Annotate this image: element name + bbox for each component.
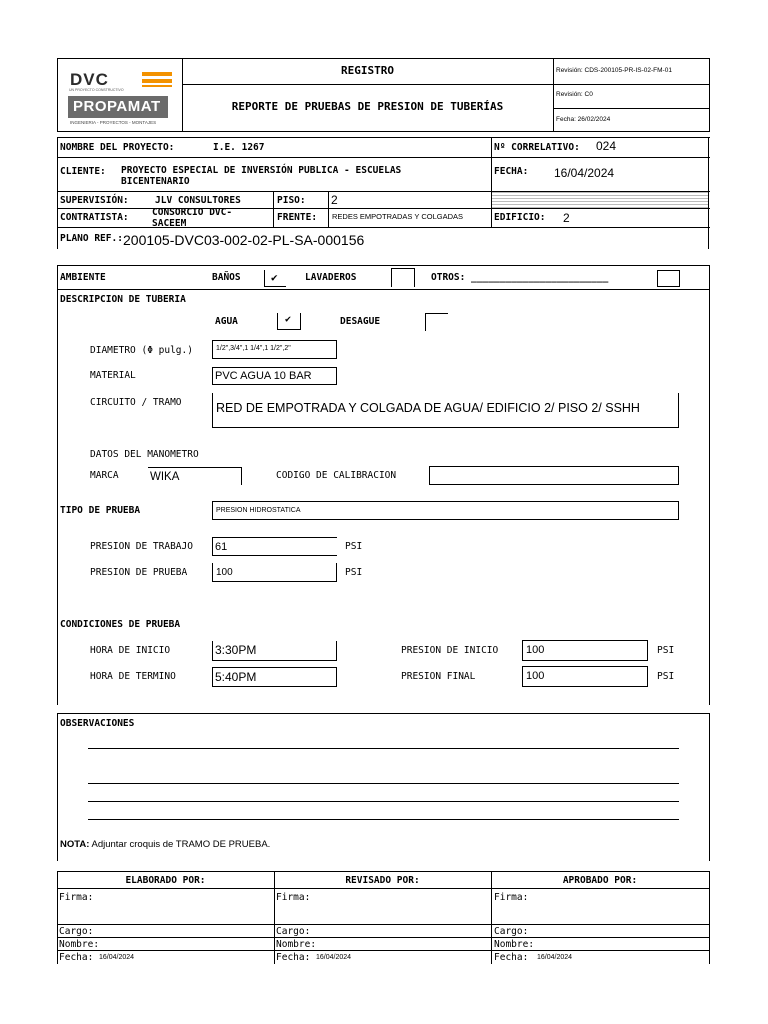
nombre-proyecto-label: NOMBRE DEL PROYECTO: [60, 142, 175, 153]
tipo-prueba-label: TIPO DE PRUEBA [60, 505, 141, 516]
cliente-value-line2: BICENTENARIO [121, 176, 190, 187]
banos-label: BAÑOS [212, 272, 241, 283]
cargo-label: Cargo: [494, 926, 529, 937]
fecha-label: Fecha: [59, 952, 94, 963]
circuito-value: RED DE EMPOTRADA Y COLGADA DE AGUA/ EDIFICIO 2/ PISO 2/ SSHH [216, 401, 640, 415]
psi-unit: PSI [345, 541, 363, 552]
edificio-value: 2 [563, 211, 570, 225]
propamat-logo-subtitle: INGENIERIA - PROYECTOS - MONTAJES [70, 120, 157, 125]
cliente-label: CLIENTE: [60, 166, 106, 177]
contratista-label: CONTRATISTA: [60, 212, 129, 223]
otros-label: OTROS: ________________________ [431, 272, 609, 283]
marca-value: WIKA [150, 471, 180, 483]
document-title: REPORTE DE PRUEBAS DE PRESION DE TUBERÍAS [231, 100, 504, 113]
fecha-value: 16/04/2024 [554, 166, 615, 180]
descripcion-tuberia-title: DESCRIPCION DE TUBERIA [60, 294, 186, 305]
revision-version: Revisión: C0 [556, 91, 593, 98]
dvc-logo-subtitle: UN PROYECTO CONSTRUCTIVO [69, 88, 124, 92]
lavaderos-checkbox[interactable] [391, 268, 415, 287]
desague-label: DESAGUE [340, 316, 381, 327]
plano-ref-value: 200105-DVC03-002-02-PL-SA-000156 [123, 232, 365, 248]
aprobado-por-header: APROBADO POR: [562, 875, 638, 886]
psi-unit: PSI [657, 671, 675, 682]
nota-text: Adjuntar croquis de TRAMO DE PRUEBA. [89, 839, 271, 850]
presion-prueba-field[interactable] [212, 563, 337, 582]
manometro-label: DATOS DEL MANOMETRO [90, 449, 199, 460]
nombre-label: Nombre: [59, 939, 100, 950]
agua-checkbox[interactable] [277, 313, 301, 330]
contratista-value-line2: SACEEM [152, 218, 187, 229]
contratista-value-line1: CONSORCIO DVC- [152, 207, 233, 218]
observaciones-input[interactable] [88, 737, 679, 821]
revisado-por-header: REVISADO POR: [345, 875, 420, 886]
presion-final-field[interactable] [522, 666, 648, 687]
elaborado-por-header: ELABORADO POR: [125, 875, 206, 886]
fecha-value: 16/04/2024 [99, 954, 135, 961]
marca-label: MARCA [90, 470, 119, 481]
ambiente-label: AMBIENTE [60, 272, 106, 283]
hora-termino-value: 5:40PM [215, 670, 257, 684]
registro-title: REGISTRO [341, 64, 394, 77]
psi-unit: PSI [345, 567, 363, 578]
nota [60, 839, 270, 850]
propamat-logo [68, 96, 168, 118]
plano-ref-label: PLANO REF.: [60, 233, 123, 244]
fecha-value: 16/04/2024 [316, 954, 352, 961]
material-value: PVC AGUA 10 BAR [215, 370, 312, 382]
hora-termino-label: HORA DE TERMINO [90, 671, 176, 682]
otros-checkbox[interactable] [657, 270, 680, 287]
fecha-label: FECHA: [494, 166, 529, 177]
presion-prueba-label: PRESION DE PRUEBA [90, 567, 188, 578]
frente-label: FRENTE: [277, 212, 318, 223]
fecha-value: 16/04/2024 [537, 954, 573, 961]
presion-inicio-label: PRESION DE INICIO [401, 645, 499, 656]
tipo-prueba-field[interactable] [212, 501, 679, 520]
tipo-prueba-value: PRESION HIDROSTATICA [216, 507, 301, 514]
fecha-label: Fecha: [494, 952, 529, 963]
nombre-label: Nombre: [494, 939, 535, 950]
correlativo-label: Nº CORRELATIVO: [494, 142, 580, 153]
supervision-value: JLV CONSULTORES [155, 195, 241, 206]
hora-inicio-value: 3:30PM [215, 643, 257, 657]
presion-trabajo-value: 61 [215, 541, 228, 553]
edificio-label: EDIFICIO: [494, 212, 546, 223]
fecha-label: Fecha: [276, 952, 311, 963]
correlativo-value: 024 [596, 139, 617, 153]
frente-value: REDES EMPOTRADAS Y COLGADAS [332, 212, 464, 221]
revision-code: Revisión: CDS-200105-PR-IS-02-FM-01 [556, 67, 672, 74]
check-icon: ✔ [271, 271, 278, 284]
hora-termino-field[interactable] [212, 667, 337, 687]
agua-label: AGUA [215, 316, 238, 327]
presion-trabajo-field[interactable] [212, 537, 337, 556]
hora-inicio-field[interactable] [212, 641, 337, 661]
hatched-cell [492, 192, 708, 208]
observaciones-title: OBSERVACIONES [60, 718, 135, 729]
diametro-value: 1/2",3/4",1 1/4",1 1/2",2" [216, 345, 291, 352]
nota-label: NOTA: [60, 839, 90, 850]
cargo-label: Cargo: [276, 926, 311, 937]
material-field[interactable] [212, 367, 337, 385]
piso-value: 2 [331, 193, 338, 207]
circuito-label: CIRCUITO / TRAMO [90, 397, 182, 408]
cargo-label: Cargo: [59, 926, 94, 937]
presion-inicio-field[interactable] [522, 640, 648, 661]
presion-final-value: 100 [526, 670, 545, 682]
dvc-logo [66, 70, 176, 95]
dvc-logo-text: DVC [70, 70, 109, 89]
nombre-proyecto-value: I.E. 1267 [213, 142, 265, 153]
supervision-label: SUPERVISIÓN: [60, 195, 129, 206]
desague-checkbox[interactable] [425, 313, 448, 331]
diametro-label: DIAMETRO (Φ pulg.) [90, 345, 193, 356]
nombre-label: Nombre: [276, 939, 317, 950]
banos-checkbox[interactable] [264, 270, 286, 287]
psi-unit: PSI [657, 645, 675, 656]
presion-prueba-value: 100 [216, 567, 233, 578]
condiciones-prueba-title: CONDICIONES DE PRUEBA [60, 619, 181, 630]
codigo-calibracion-label: CODIGO DE CALIBRACION [276, 470, 397, 481]
piso-label: PISO: [277, 195, 306, 206]
firma-label: Firma: [494, 892, 529, 903]
check-icon: ✔ [285, 314, 292, 325]
lavaderos-label: LAVADEROS [305, 272, 357, 283]
codigo-calibracion-field[interactable] [429, 466, 679, 485]
hora-inicio-label: HORA DE INICIO [90, 645, 171, 656]
firma-label: Firma: [276, 892, 311, 903]
presion-inicio-value: 100 [526, 644, 545, 656]
firma-label: Firma: [59, 892, 94, 903]
diametro-field[interactable] [212, 340, 337, 359]
marca-field[interactable] [148, 467, 242, 485]
presion-trabajo-label: PRESION DE TRABAJO [90, 541, 193, 552]
propamat-logo-text: PROPAMAT [73, 98, 161, 115]
revision-date: Fecha: 26/02/2024 [556, 116, 611, 123]
circuito-field[interactable] [212, 393, 679, 428]
cliente-value-line1: PROYECTO ESPECIAL DE INVERSIÓN PUBLICA - ESCUELAS [121, 165, 402, 176]
presion-final-label: PRESION FINAL [401, 671, 476, 682]
dvc-accent-icon [142, 72, 172, 88]
material-label: MATERIAL [90, 370, 136, 381]
